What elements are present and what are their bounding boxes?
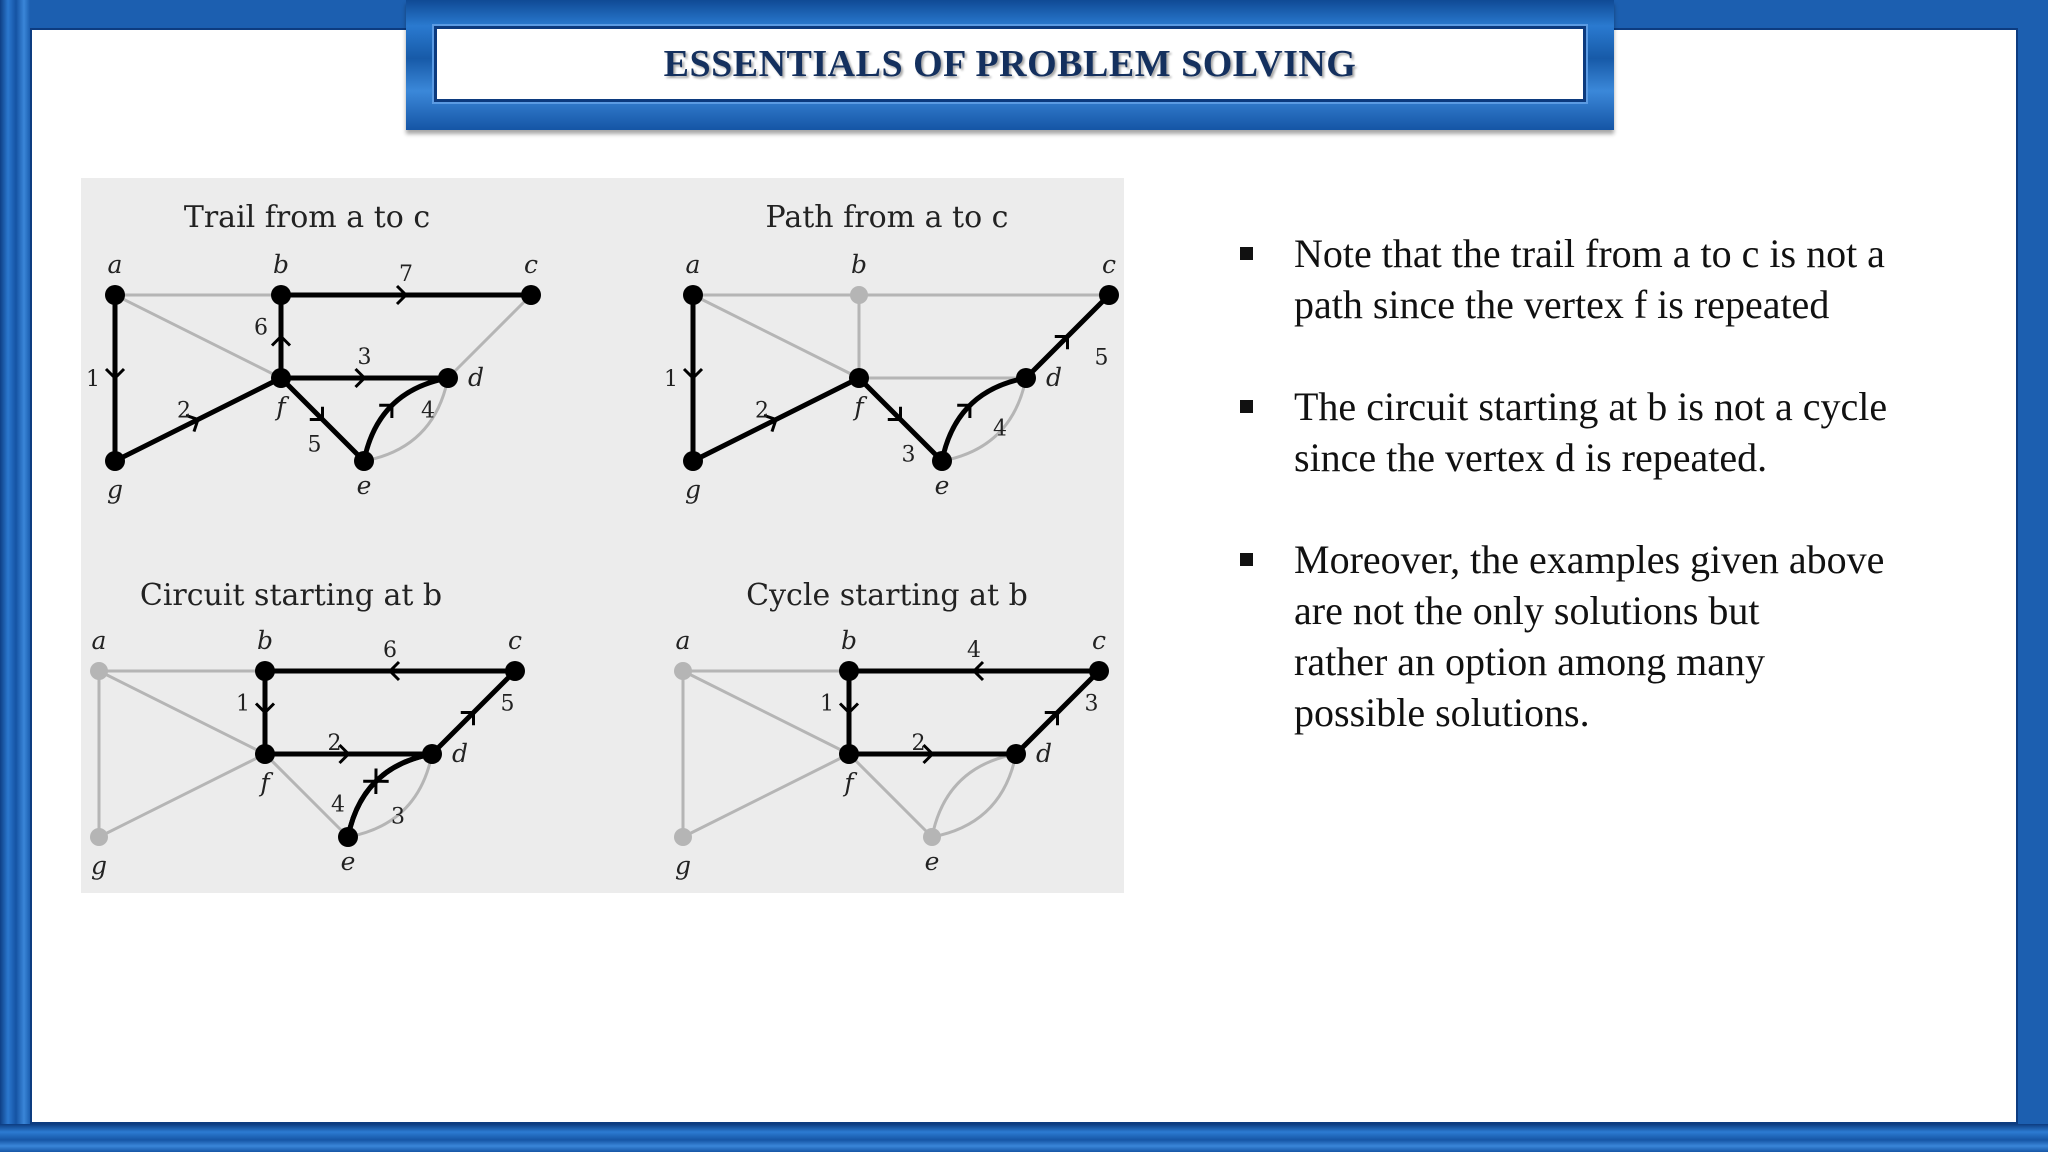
vertex-node xyxy=(1006,744,1026,764)
frame-bottom-bar xyxy=(0,1124,2048,1152)
edge-active xyxy=(942,378,1026,461)
title-box xyxy=(434,26,1586,102)
bullet-line: path since the vertex f is repeated xyxy=(1294,282,1830,327)
vertex-node xyxy=(839,661,859,681)
vertex-label: c xyxy=(523,250,539,279)
edge-label: 4 xyxy=(330,792,345,818)
vertex-label: a xyxy=(107,250,123,279)
vertex-node xyxy=(1089,661,1109,681)
vertex-node xyxy=(683,451,703,471)
vertex-label: c xyxy=(1091,626,1107,655)
edge-inactive xyxy=(364,378,448,461)
vertex-node xyxy=(923,828,941,846)
edge-label: 3 xyxy=(357,345,372,370)
vertex-label: d xyxy=(451,739,469,768)
vertex-node xyxy=(105,285,125,305)
edge-label: 5 xyxy=(1094,345,1109,371)
vertex-node xyxy=(90,662,108,680)
vertex-node xyxy=(683,285,703,305)
vertex-node xyxy=(849,368,869,388)
edge-label: 4 xyxy=(420,398,435,424)
graph-figure xyxy=(81,178,1124,893)
vertex-node xyxy=(255,661,275,681)
edge-label: 5 xyxy=(500,691,515,717)
vertex-label: e xyxy=(924,847,940,876)
vertex-label: b xyxy=(850,250,868,279)
vertex-label: a xyxy=(91,626,107,655)
edge-inactive xyxy=(448,295,531,378)
edge-label: 3 xyxy=(1084,691,1099,717)
vertex-node xyxy=(674,662,692,680)
edge-inactive xyxy=(932,754,1016,837)
edge-label: 2 xyxy=(177,398,191,424)
vertex-node xyxy=(422,744,442,764)
edge-inactive xyxy=(942,378,1026,461)
vertex-label: d xyxy=(1045,363,1063,392)
panel-title: Path from a to c xyxy=(765,200,1009,235)
panel-title: Circuit starting at b xyxy=(139,578,443,613)
vertex-label: d xyxy=(467,363,485,392)
vertex-node xyxy=(271,368,291,388)
bullet-item-3 xyxy=(1232,534,1992,738)
edge-active xyxy=(364,378,448,461)
bullet-line: The circuit starting at b is not a cycle xyxy=(1294,384,1888,429)
vertex-label: g xyxy=(106,475,124,504)
vertex-node xyxy=(1016,368,1036,388)
vertex-label: f xyxy=(854,392,864,421)
vertex-label: e xyxy=(356,471,372,500)
vertex-label: d xyxy=(1035,739,1053,768)
vertex-label: g xyxy=(684,475,702,504)
vertex-label: g xyxy=(674,851,692,880)
vertex-label: c xyxy=(507,626,523,655)
vertex-node xyxy=(839,744,859,764)
vertex-node xyxy=(105,451,125,471)
edge-label: 2 xyxy=(911,731,926,756)
vertex-node xyxy=(438,368,458,388)
edge-label: 4 xyxy=(992,416,1007,442)
vertex-node xyxy=(271,285,291,305)
vertex-label: e xyxy=(934,471,950,500)
bullet-item-1 xyxy=(1232,228,1992,330)
panel-title: Cycle starting at b xyxy=(746,578,1028,613)
edge-label: 2 xyxy=(327,731,342,756)
edge-inactive xyxy=(693,295,859,378)
bullet-item-2 xyxy=(1232,381,1992,483)
vertex-node xyxy=(255,744,275,764)
vertex-label: a xyxy=(675,626,691,655)
edge-label: 4 xyxy=(967,638,981,663)
vertex-node xyxy=(1099,285,1119,305)
vertex-label: b xyxy=(840,626,858,655)
edge-label: 1 xyxy=(236,691,250,717)
edge-inactive xyxy=(683,754,849,837)
edge-label: 5 xyxy=(307,432,322,458)
vertex-label: f xyxy=(276,392,286,421)
vertex-label: e xyxy=(340,847,356,876)
bullet-line: possible solutions. xyxy=(1294,690,1590,735)
edge-label: 6 xyxy=(383,638,397,663)
bullet-line: since the vertex d is repeated. xyxy=(1294,435,1768,480)
bullet-line: are not the only solutions but xyxy=(1294,588,1760,633)
bullet-marker-icon xyxy=(1240,247,1253,260)
vertex-node xyxy=(505,661,525,681)
vertex-node xyxy=(850,286,868,304)
vertex-node xyxy=(521,285,541,305)
edge-label: 3 xyxy=(901,442,916,468)
vertex-label: g xyxy=(90,851,108,880)
vertex-node xyxy=(90,828,108,846)
edge-label: 1 xyxy=(820,691,834,717)
bullet-marker-icon xyxy=(1240,553,1253,566)
edge-inactive xyxy=(849,754,932,837)
edge-label: 2 xyxy=(755,398,769,424)
vertex-node xyxy=(932,451,952,471)
vertex-label: a xyxy=(685,250,701,279)
edge-label: 7 xyxy=(399,262,413,287)
edge-label: 6 xyxy=(254,315,268,341)
edge-inactive xyxy=(99,754,265,837)
vertex-node xyxy=(674,828,692,846)
bullet-line: Note that the trail from a to c is not a xyxy=(1294,231,1885,276)
edge-inactive xyxy=(942,378,1026,461)
edge-label: 1 xyxy=(664,367,678,392)
edge-label: 3 xyxy=(390,804,405,830)
vertex-node xyxy=(338,827,358,847)
bullet-marker-icon xyxy=(1240,400,1253,413)
bullet-line: Moreover, the examples given above xyxy=(1294,537,1885,582)
bullet-list xyxy=(1232,228,1992,789)
edge-inactive xyxy=(932,754,1016,837)
slide-title: ESSENTIALS OF PROBLEM SOLVING xyxy=(663,43,1357,85)
vertex-label: f xyxy=(260,768,270,797)
vertex-label: b xyxy=(272,250,290,279)
vertex-label: b xyxy=(256,626,274,655)
panel-title: Trail from a to c xyxy=(183,200,431,235)
edge-label: 1 xyxy=(86,367,100,392)
vertex-label: c xyxy=(1101,250,1117,279)
edge-inactive xyxy=(364,378,448,461)
graph-diagrams xyxy=(81,178,1124,893)
vertex-label: f xyxy=(844,768,854,797)
vertex-node xyxy=(354,451,374,471)
bullet-line: rather an option among many xyxy=(1294,639,1765,684)
